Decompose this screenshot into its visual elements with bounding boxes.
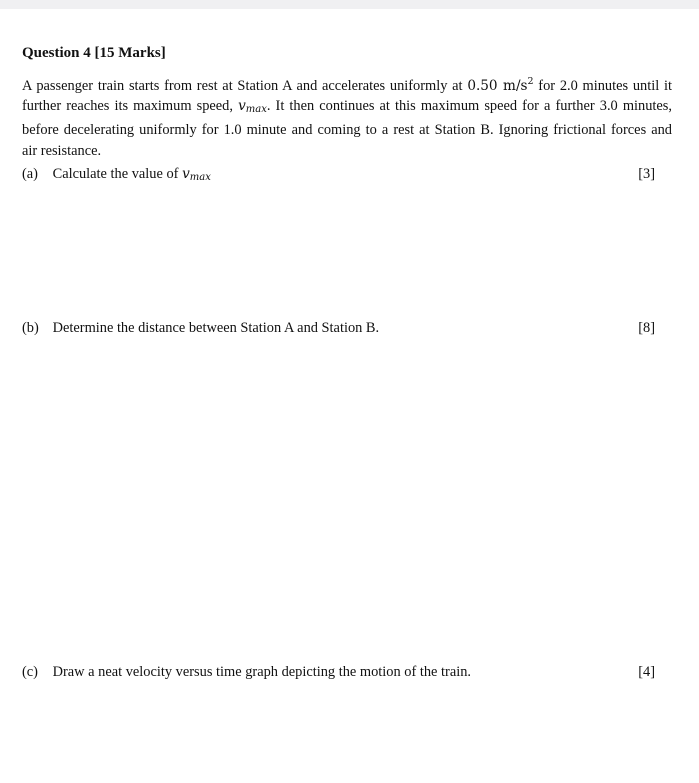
part-b-text: Determine the distance between Station A and Station B. bbox=[52, 320, 380, 336]
acceleration-number: 0.50 m/s bbox=[467, 78, 528, 94]
intro-text: . It then continues at this maximum speed for a further 3.0 minutes, bbox=[266, 98, 672, 115]
part-a-vmax-symbol bbox=[182, 166, 211, 182]
question-title: Question 4 [15 Marks] bbox=[22, 45, 166, 61]
acceleration-value bbox=[467, 78, 533, 94]
part-c-marks: [4] bbox=[638, 664, 655, 680]
part-a-label: (a) bbox=[22, 166, 38, 182]
intro-text: further reaches its maximum speed, bbox=[22, 98, 239, 115]
intro-line-2 bbox=[22, 96, 672, 120]
vmax-letter: v bbox=[238, 98, 246, 115]
part-b bbox=[22, 320, 655, 337]
part-a-vmax-letter: v bbox=[182, 166, 190, 182]
intro-text: for 2.0 minutes until it bbox=[533, 78, 672, 94]
vmax-subscript: max bbox=[245, 104, 267, 116]
question-intro bbox=[22, 76, 672, 161]
part-c-label: (c) bbox=[22, 664, 38, 680]
part-a bbox=[22, 166, 655, 183]
intro-line-1 bbox=[22, 76, 672, 96]
top-bar bbox=[0, 0, 699, 9]
intro-line-3: before decelerating uniformly for 1.0 minute and coming to a rest at Station B. Ignoring frictional forces and bbox=[22, 122, 672, 139]
intro-text: A passenger train starts from rest at Station A and accelerates uniformly at bbox=[22, 78, 468, 94]
part-a-marks: [3] bbox=[638, 166, 655, 182]
vmax-symbol bbox=[238, 98, 267, 114]
part-c bbox=[22, 664, 655, 681]
part-c-text: Draw a neat velocity versus time graph depicting the motion of the train. bbox=[52, 664, 472, 680]
part-a-vmax-subscript: max bbox=[189, 172, 211, 183]
part-b-marks: [8] bbox=[638, 320, 655, 336]
intro-line-4: air resistance. bbox=[22, 142, 102, 159]
part-a-text: Calculate the value of bbox=[52, 166, 183, 182]
part-b-label: (b) bbox=[22, 320, 39, 336]
acceleration-exponent: 2 bbox=[527, 76, 534, 87]
